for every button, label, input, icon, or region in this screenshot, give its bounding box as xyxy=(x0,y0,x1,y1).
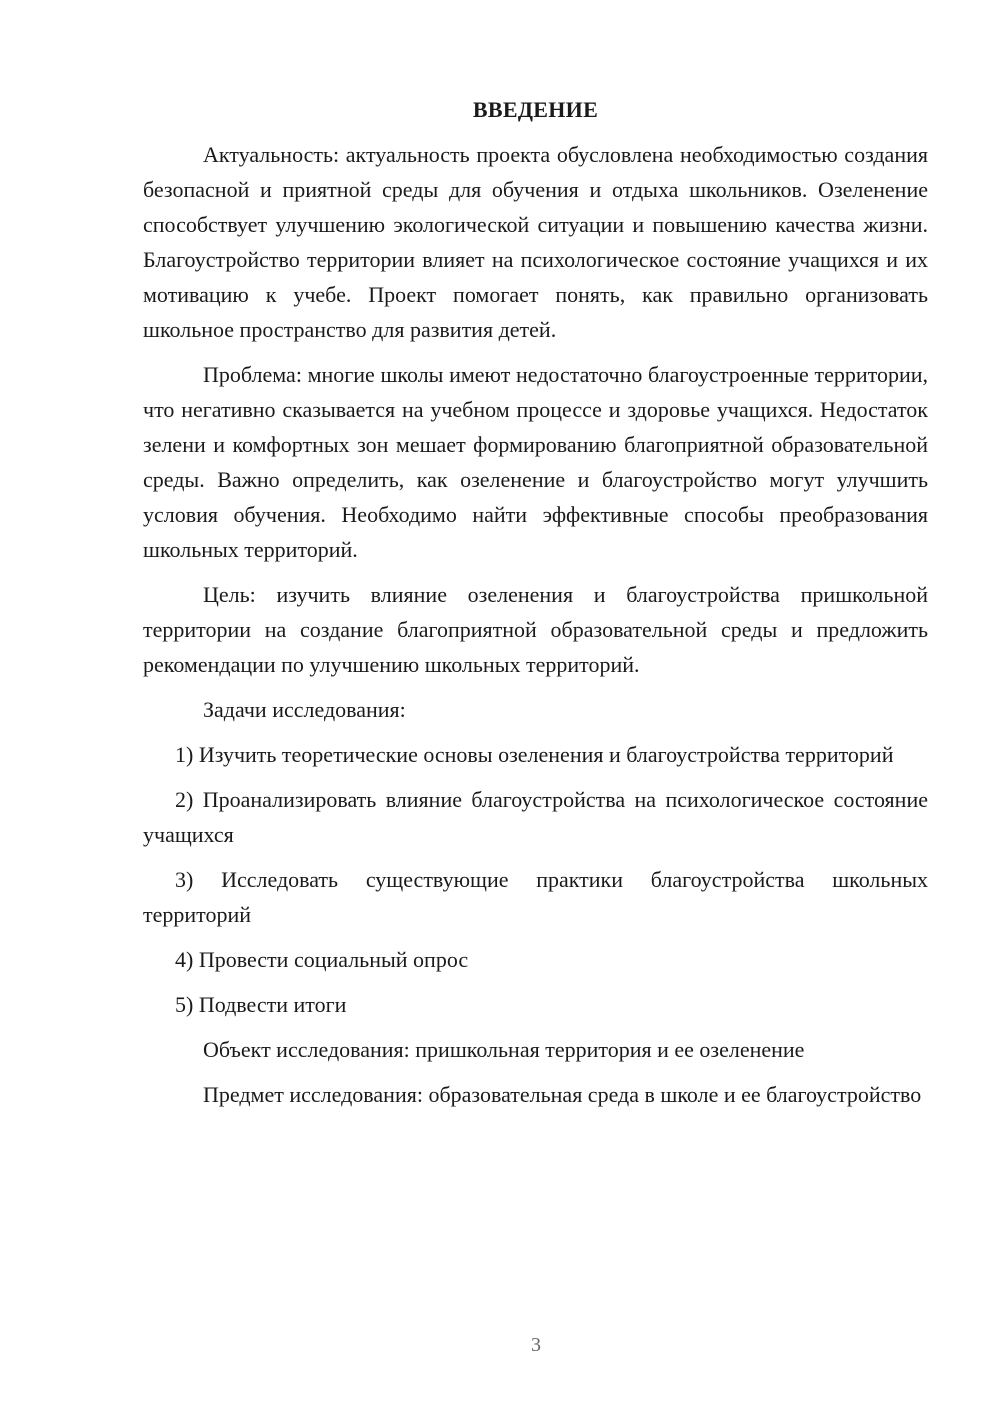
task-item: 2) Проанализировать влияние благоустройства на психологическое состояние учащихся xyxy=(143,787,928,847)
goal-paragraph: Цель: изучить влияние озеленения и благоустройства пришкольной территории на создание благоприятной образовательной среды и предложить рекомендации по улучшению школьных территорий. xyxy=(143,582,928,677)
problem-paragraph: Проблема: многие школы имеют недостаточно благоустроенные территории, что негативно сказывается на учебном процессе и здоровье учащихся. Недостаток зелени и комфортных зон мешает формированию благоприятной образовательной среды. Важно определить, как озеленение и благоустройство могут улучшить условия обучения. Необходимо найти эффективные способы преобразования школьных территорий. xyxy=(143,362,928,562)
page-number: 3 xyxy=(531,1334,541,1356)
task-item: 1) Изучить теоретические основы озеленения и благоустройства территорий xyxy=(175,742,894,767)
document-page xyxy=(143,92,928,1112)
task-item: 4) Провести социальный опрос xyxy=(175,947,469,972)
object-paragraph: Объект исследования: пришкольная территория и ее озеленение xyxy=(203,1037,805,1062)
tasks-heading: Задачи исследования: xyxy=(203,697,406,722)
subject-paragraph: Предмет исследования: образовательная среда в школе и ее благоустройство xyxy=(203,1082,922,1107)
tasks-list xyxy=(143,737,928,1022)
relevance-paragraph: Актуальность: актуальность проекта обусловлена необходимостью создания безопасной и приятной среды для обучения и отдыха школьников. Озеленение способствует улучшению экологической ситуации и повышению качества жизни. Благоустройство территории влияет на психологическое состояние учащихся и их мотивацию к учебе. Проект помогает понять, как правильно организовать школьное пространство для развития детей. xyxy=(143,142,928,342)
task-item: 5) Подвести итоги xyxy=(175,992,347,1017)
task-item: 3) Исследовать существующие практики благоустройства школьных территорий xyxy=(143,867,928,927)
section-title: ВВЕДЕНИЕ xyxy=(472,97,599,122)
